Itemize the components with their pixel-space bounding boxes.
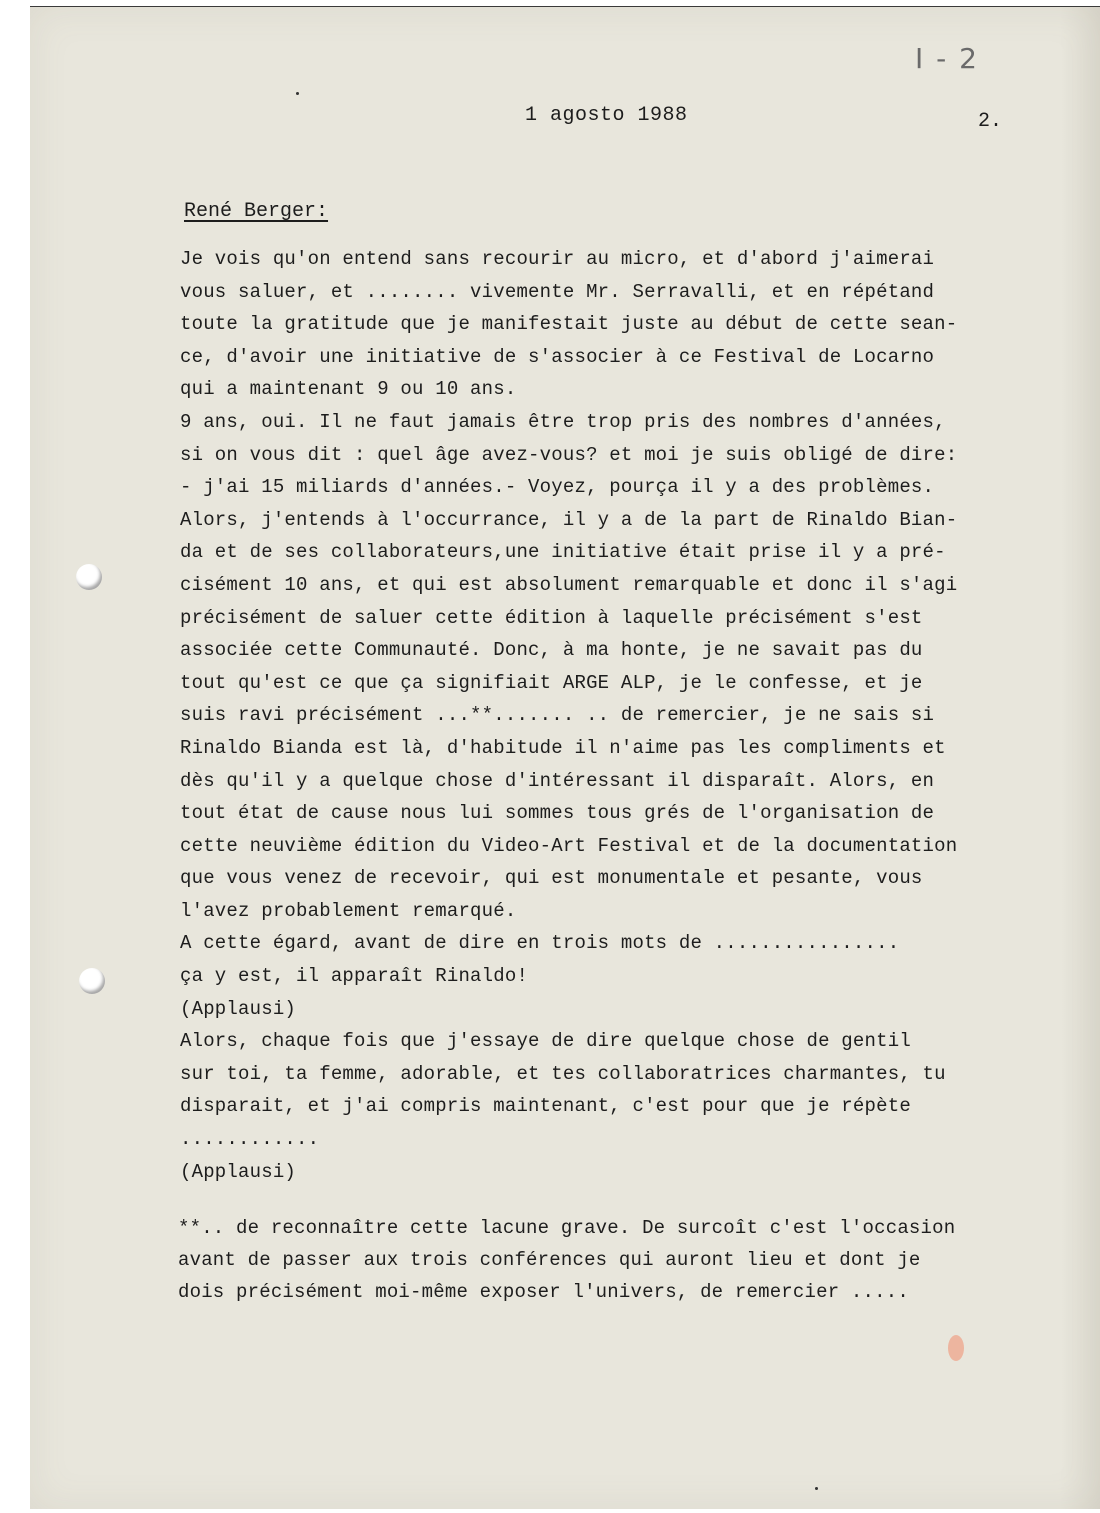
stage-direction: (Applausi) xyxy=(180,1160,297,1183)
transcript-line: tout qu'est ce que ça signifiait ARGE ALP, je le confesse, et je xyxy=(180,671,923,694)
paper-speck xyxy=(815,1487,818,1490)
footnote-line: avant de passer aux trois conférences qui auront lieu et dont je xyxy=(178,1249,921,1272)
transcript-line: qui a maintenant 9 ou 10 ans. xyxy=(180,378,517,401)
transcript-line: - j'ai 15 miliards d'années.- Voyez, pourça il y a des problèmes. xyxy=(180,476,935,499)
transcript-line: A cette égard, avant de dire en trois mots de ................ xyxy=(180,932,900,955)
transcript-line: si on vous dit : quel âge avez-vous? et moi je suis obligé de dire: xyxy=(180,443,958,466)
transcript-line: que vous venez de recevoir, qui est monumentale et pesante, vous xyxy=(180,867,923,890)
transcript-line: 9 ans, oui. Il ne faut jamais être trop pris des nombres d'années, xyxy=(180,410,946,433)
footnote-line: **.. de reconnaître cette lacune grave. De surcoît c'est l'occasion xyxy=(178,1217,956,1239)
transcript-line: précisément de saluer cette édition à laquelle précisément s'est xyxy=(180,606,923,629)
transcript-line: associée cette Communauté. Donc, à ma honte, je ne savait pas du xyxy=(180,639,923,662)
page-number: 2. xyxy=(978,110,1003,133)
transcript-line: tout état de cause nous lui sommes tous grés de l'organisation de xyxy=(180,802,935,825)
transcript-line: Alors, chaque fois que j'essaye de dire quelque chose de gentil xyxy=(180,1030,911,1053)
handwritten-reference-mark: I - 2 xyxy=(915,42,979,75)
stage-direction: (Applausi) xyxy=(180,997,297,1020)
transcript-line: Rinaldo Bianda est là, d'habitude il n'aime pas les compliments et xyxy=(180,736,946,759)
transcript-line: ça y est, il apparaît Rinaldo! xyxy=(180,965,529,988)
transcript-line: ............ xyxy=(180,1128,320,1151)
paper-stain xyxy=(948,1335,964,1361)
footnote xyxy=(178,1212,1058,1309)
punch-hole-bottom xyxy=(79,968,105,994)
transcript-line: ce, d'avoir une initiative de s'associer à ce Festival de Locarno xyxy=(180,345,935,368)
footnote-line: dois précisément moi-même exposer l'univers, de remercier ..... xyxy=(178,1281,909,1304)
transcript-line: sur toi, ta femme, adorable, et tes collaboratrices charmantes, tu xyxy=(180,1062,946,1085)
transcript-line: disparait, et j'ai compris maintenant, c'est pour que je répète xyxy=(180,1095,911,1118)
transcript-line: cisément 10 ans, et qui est absolument remarquable et donc il s'agi xyxy=(180,573,958,596)
speaker-heading: René Berger: xyxy=(184,200,329,223)
transcript-line: l'avez probablement remarqué. xyxy=(180,899,517,922)
transcript-line: dès qu'il y a quelque chose d'intéressant il disparaît. Alors, en xyxy=(180,769,935,792)
transcript-line: toute la gratitude que je manifestait juste au début de cette sean- xyxy=(180,313,958,336)
transcript-body xyxy=(180,243,1060,1188)
transcript-line: cette neuvième édition du Video-Art Festival et de la documentation xyxy=(180,834,958,857)
transcript-line: vous saluer, et ........ vivemente Mr. Serravalli, et en répétand xyxy=(180,280,935,303)
document-date: 1 agosto 1988 xyxy=(525,104,688,127)
transcript-line: da et de ses collaborateurs,une initiative était prise il y a pré- xyxy=(180,541,946,564)
transcript-line: Alors, j'entends à l'occurrance, il y a de la part de Rinaldo Bian- xyxy=(180,508,958,531)
punch-hole-top xyxy=(76,564,102,590)
transcript-line: Je vois qu'on entend sans recourir au micro, et d'abord j'aimerai xyxy=(180,248,935,270)
transcript-line: suis ravi précisément ...**....... .. de remercier, je ne sais si xyxy=(180,704,935,727)
paper-speck xyxy=(296,92,299,95)
